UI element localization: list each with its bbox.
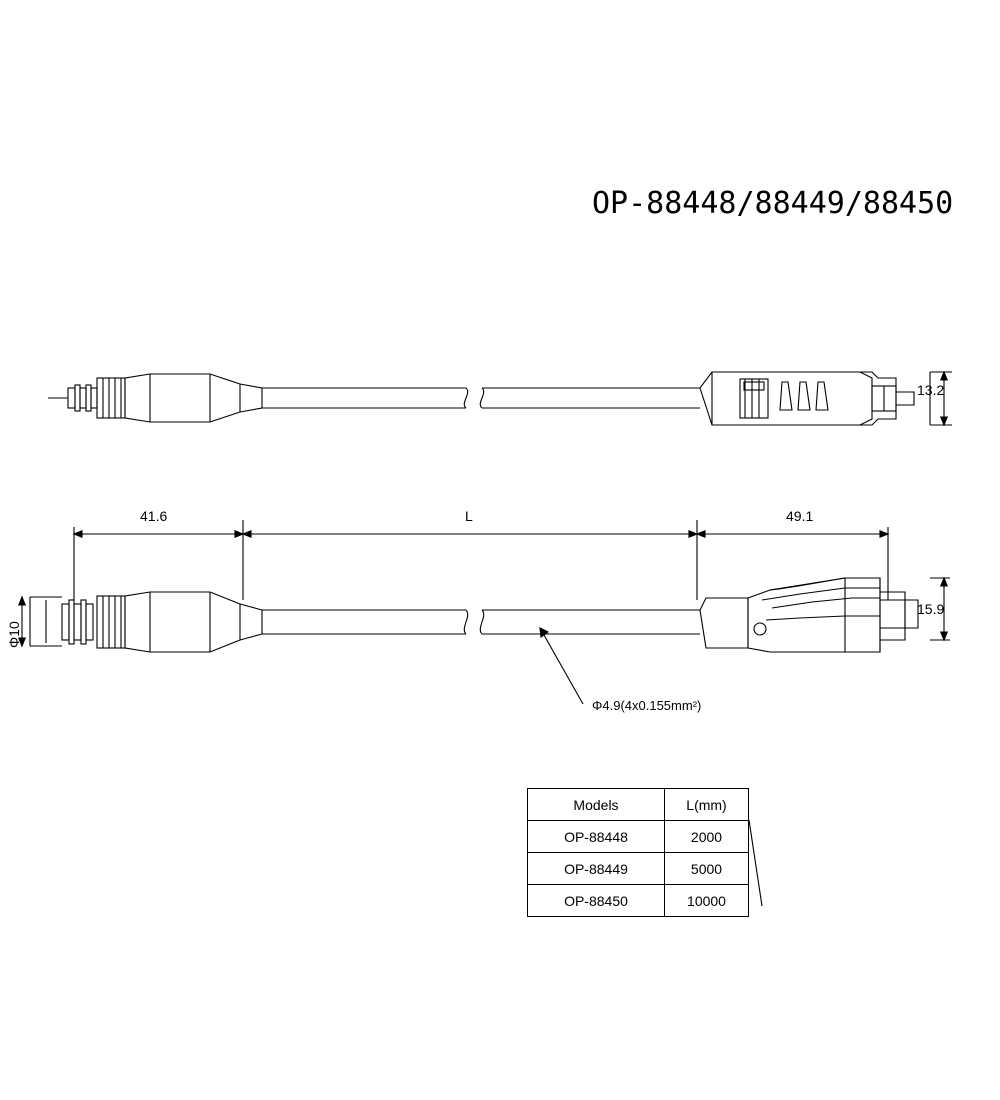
- dim-label-side-height: 15.9: [917, 601, 945, 617]
- table-row: [528, 821, 749, 853]
- dim-top-height: [930, 372, 952, 425]
- dim-label-top-height: 13.2: [917, 382, 945, 398]
- table-cell-length: 10000: [665, 885, 749, 917]
- table-row: [528, 885, 749, 917]
- side-view-assembly: [30, 578, 918, 652]
- dim-label-right-length: 49.1: [786, 508, 814, 524]
- table-cell-length: 2000: [665, 821, 749, 853]
- table-leader: [749, 820, 762, 906]
- models-table: [527, 788, 749, 917]
- cable-leader: [540, 628, 583, 704]
- top-view-assembly: [48, 372, 930, 425]
- table-row: [528, 853, 749, 885]
- dimension-band: [74, 520, 888, 600]
- dim-label-diameter-10: Φ10: [6, 621, 22, 648]
- cable-callout-label: Φ4.9(4x0.155mm²): [592, 698, 702, 713]
- table-header-models: Models: [528, 789, 665, 821]
- table-cell-model: OP-88448: [528, 821, 665, 853]
- table-cell-model: OP-88450: [528, 885, 665, 917]
- table-cell-length: 5000: [665, 853, 749, 885]
- table-header-length: L(mm): [665, 789, 749, 821]
- table-cell-model: OP-88449: [528, 853, 665, 885]
- dim-label-cable-length: L: [465, 508, 473, 524]
- dim-label-left-length: 41.6: [140, 508, 168, 524]
- table-header-row: [528, 789, 749, 821]
- drawing-title: OP-88448/88449/88450: [592, 186, 954, 221]
